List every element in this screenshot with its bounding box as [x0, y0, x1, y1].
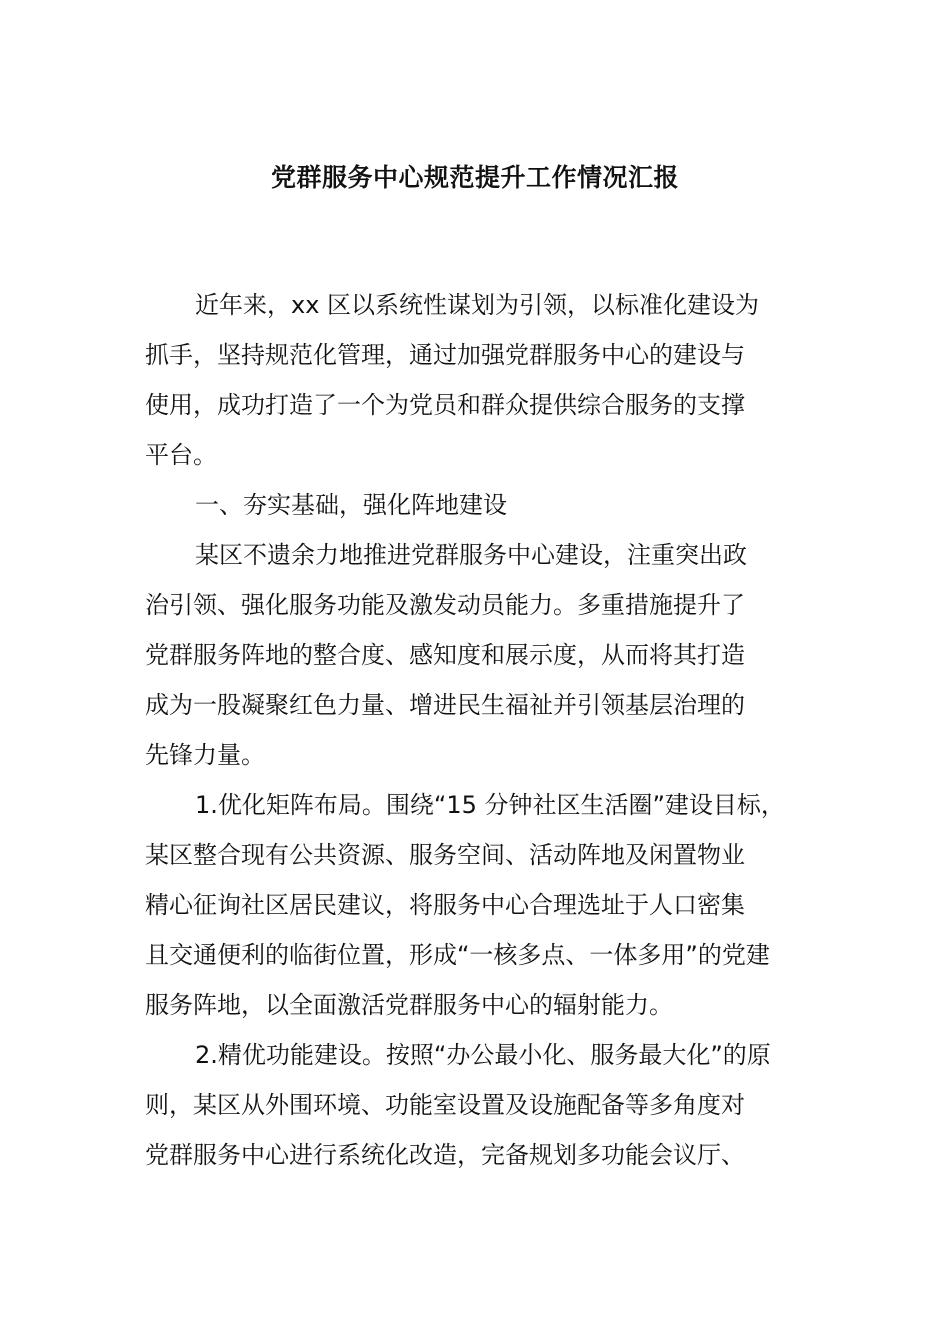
text-line: 抓手，坚持规范化管理，通过加强党群服务中心的建设与 — [145, 341, 745, 369]
document-body — [145, 280, 825, 1180]
text-line: 使用，成功打造了一个为党员和群众提供综合服务的支撑 — [145, 391, 745, 419]
text-line: 服务阵地，以全面激活党群服务中心的辐射能力。 — [145, 991, 673, 1019]
text-line: 且交通便利的临街位置，形成“一核多点、一体多用”的党建 — [145, 941, 770, 969]
text-line: 党群服务中心进行系统化改造，完备规划多功能会议厅、 — [145, 1141, 745, 1169]
text-line: 2.精优功能建设。按照“办公最小化、服务最大化”的原 — [195, 1041, 771, 1069]
text-line: 一、夯实基础，强化阵地建设 — [195, 491, 507, 519]
paragraph-item-1 — [145, 780, 825, 1030]
paragraph-section-1 — [145, 530, 825, 780]
text-line: 某区不遗余力地推进党群服务中心建设，注重突出政 — [195, 541, 747, 569]
paragraph-item-2 — [145, 1030, 825, 1180]
text-line: 则，某区从外围环境、功能室设置及设施配备等多角度对 — [145, 1091, 745, 1119]
text-line: 平台。 — [145, 441, 217, 469]
text-line: 1.优化矩阵布局。围绕“15 分钟社区生活圈”建设目标， — [195, 791, 785, 819]
paragraph-intro — [145, 280, 825, 480]
document-title: 党群服务中心规范提升工作情况汇报 — [270, 163, 679, 192]
text-line: 近年来，xx 区以系统性谋划为引领，以标准化建设为 — [195, 291, 760, 319]
text-line: 某区整合现有公共资源、服务空间、活动阵地及闲置物业 — [145, 841, 745, 869]
text-line: 党群服务阵地的整合度、感知度和展示度，从而将其打造 — [145, 641, 745, 669]
text-line: 成为一股凝聚红色力量、增进民生福祉并引领基层治理的 — [145, 691, 745, 719]
text-line: 治引领、强化服务功能及激发动员能力。多重措施提升了 — [145, 591, 745, 619]
text-line: 精心征询社区居民建议，将服务中心合理选址于人口密集 — [145, 891, 745, 919]
text-line: 先锋力量。 — [145, 741, 265, 769]
section-heading — [145, 480, 825, 530]
